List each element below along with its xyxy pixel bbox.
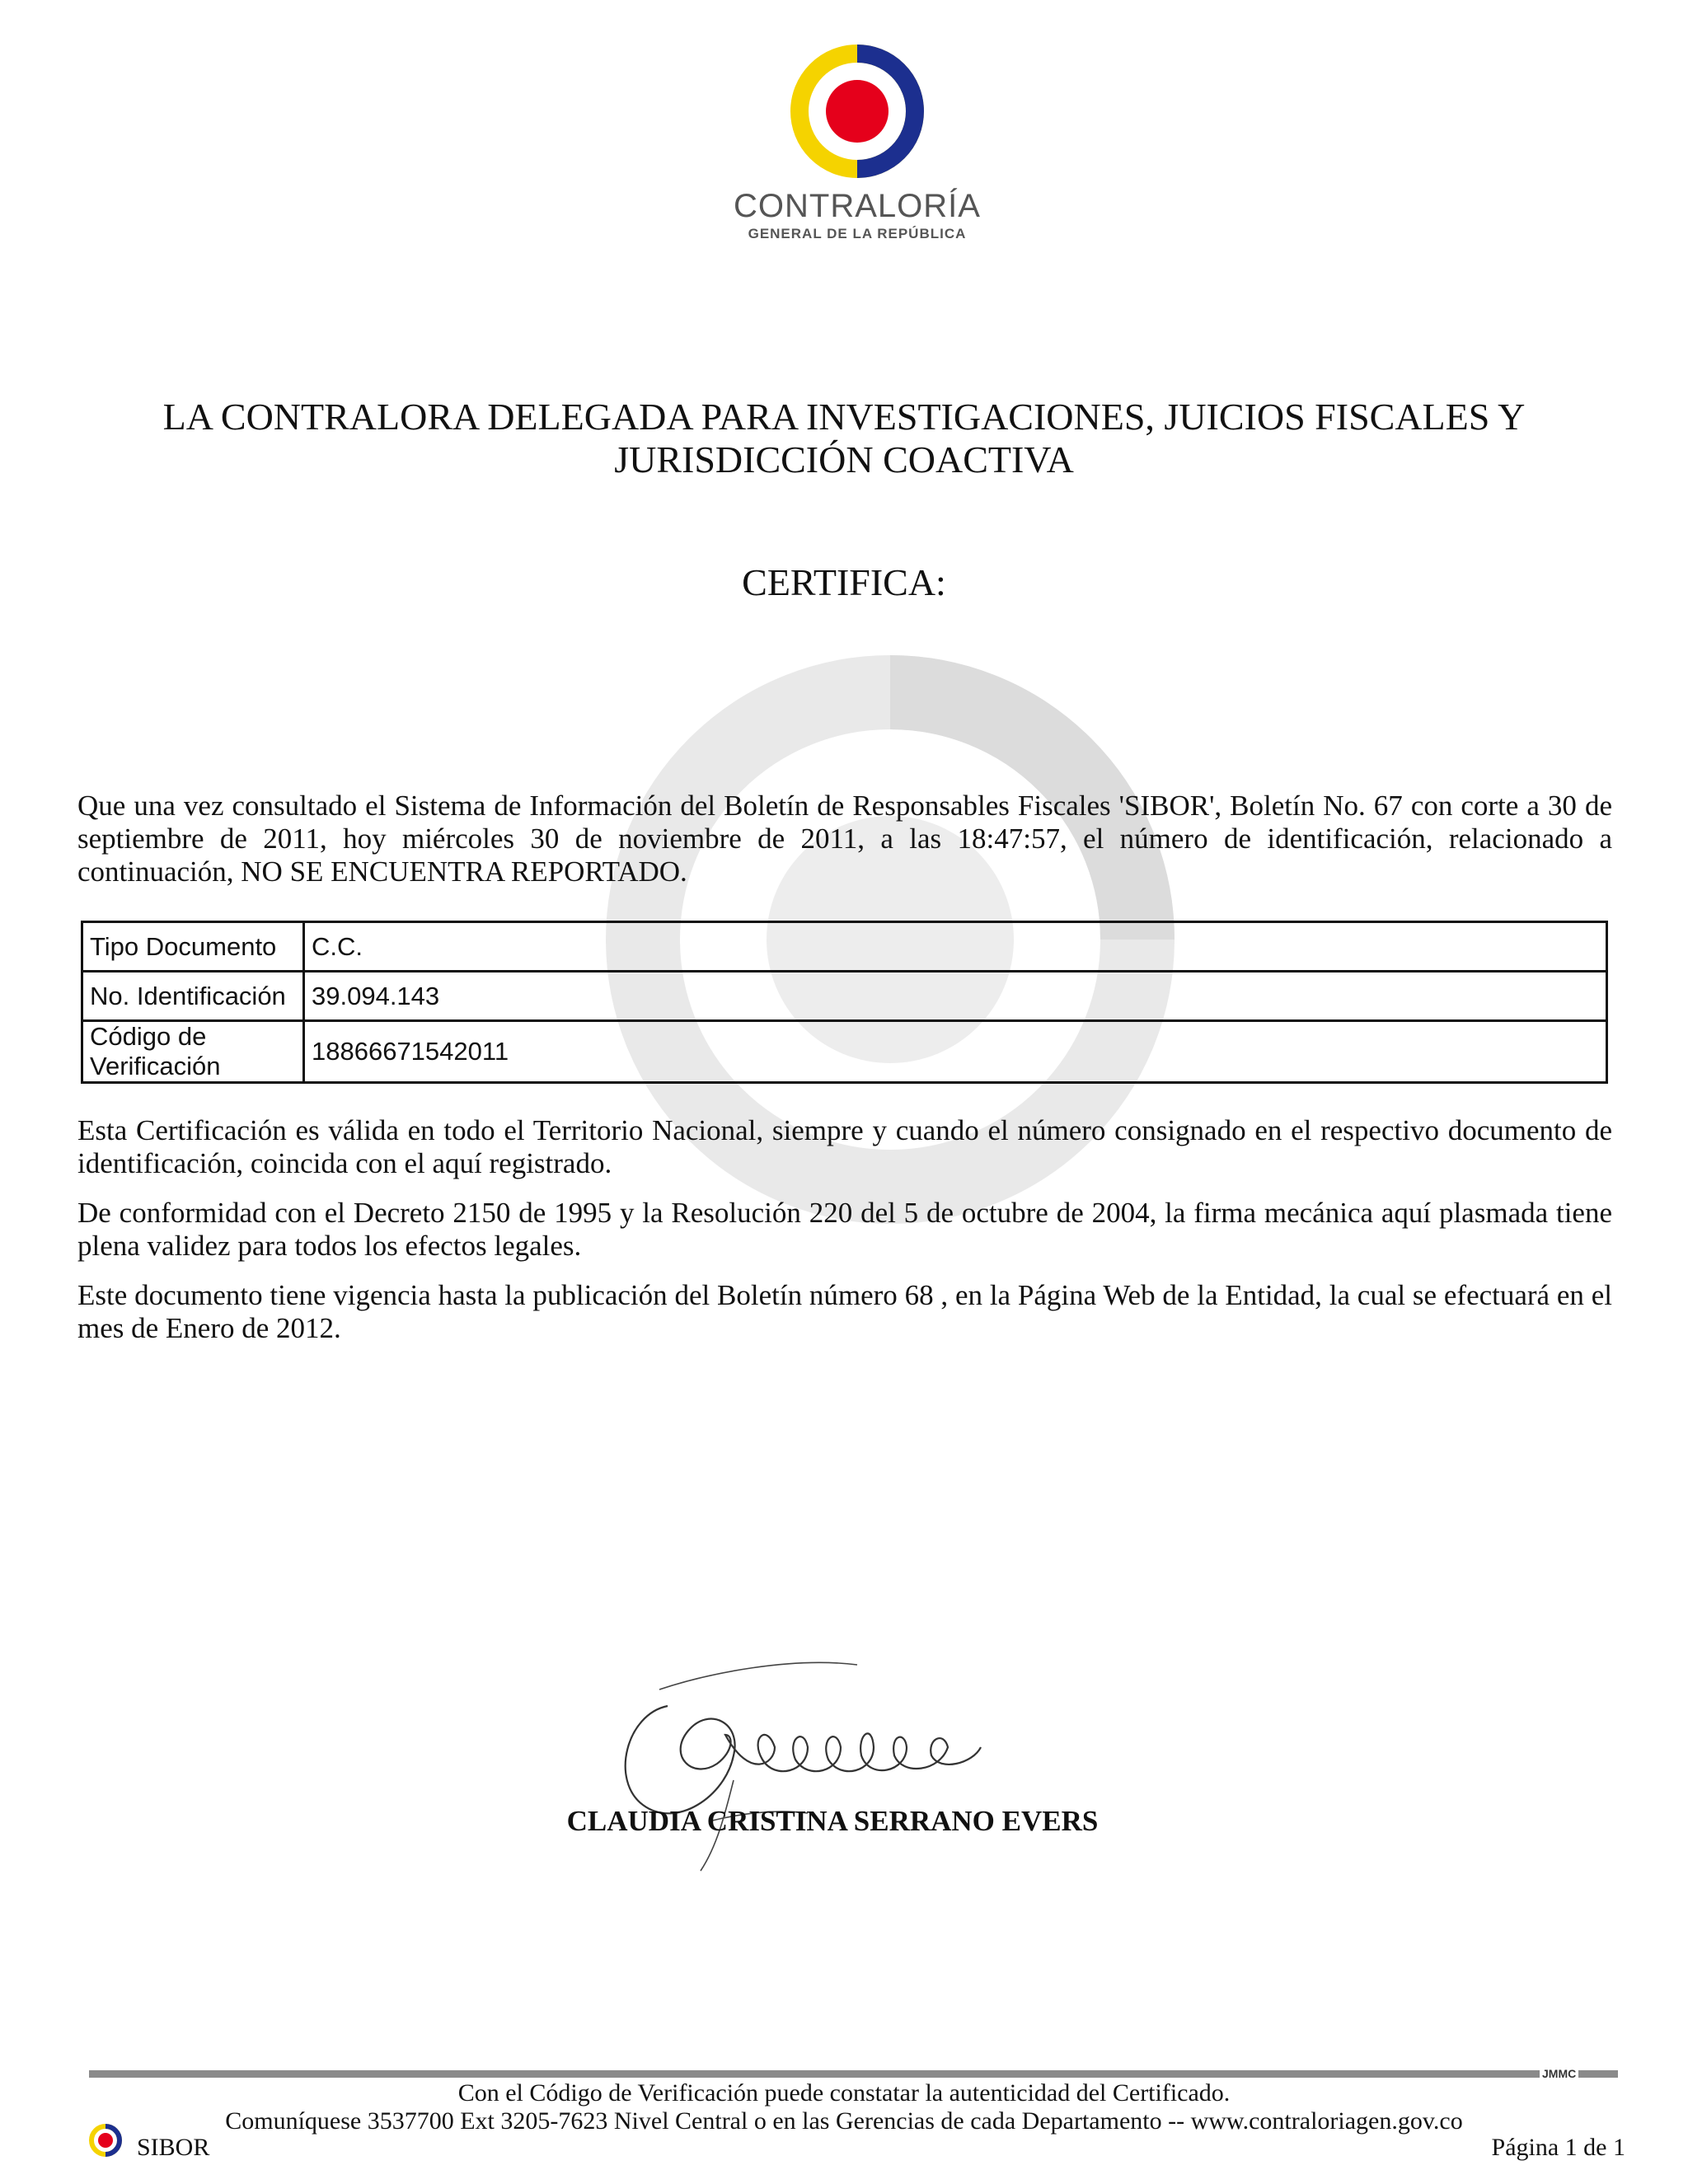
table-label: Código de Verificación xyxy=(82,1021,304,1083)
logo-emblem-icon xyxy=(787,41,927,181)
heading-line-1: LA CONTRALORA DELEGADA PARA INVESTIGACIONES, JUICIOS FISCALES Y xyxy=(162,396,1526,438)
table-label: No. Identificación xyxy=(82,972,304,1021)
table-row xyxy=(82,1021,1607,1083)
footer-verification-note: Con el Código de Verificación puede constatar la autenticidad del Certificado. xyxy=(457,2079,1231,2107)
heading-line-2: JURISDICCIÓN COACTIVA xyxy=(614,438,1074,480)
table-value: C.C. xyxy=(304,922,1607,972)
signer-name: CLAUDIA CRISTINA SERRANO EVERS xyxy=(566,1805,1099,1837)
table-value: 39.094.143 xyxy=(304,972,1607,1021)
table-label: Tipo Documento xyxy=(82,922,304,972)
intro-paragraph: Que una vez consultado el Sistema de Información del Boletín de Responsables Fiscales 'SIBOR', Boletín No. 67 con corte a 30 de septiembre de 2011, hoy miércoles 30 de noviembre de 2011, a las 18:47:57, el número de identificación, relacionado a continuación, NO SE ENCUENTRA REPORTADO. xyxy=(77,790,1612,888)
footer-divider xyxy=(89,2070,1618,2078)
certifica-title: CERTIFICA: xyxy=(742,561,946,603)
decree-paragraph: De conformidad con el Decreto 2150 de 1995 y la Resolución 220 del 5 de octubre de 2004, la firma mecánica aquí plasmada tiene plena validez para todos los efectos legales. xyxy=(77,1197,1612,1262)
validity-paragraph: Esta Certificación es válida en todo el Territorio Nacional, siempre y cuando el número consignado en el respectivo documento de identificación, coincida con el aquí registrado. xyxy=(77,1114,1612,1179)
footer-tag: JMMC xyxy=(1540,2067,1578,2080)
identification-table xyxy=(81,921,1608,1084)
page-number: Página 1 de 1 xyxy=(1491,2134,1625,2161)
table-value: 18866671542011 xyxy=(304,1021,1607,1083)
footer-system-name: SIBOR xyxy=(137,2134,210,2161)
footer-logo-icon xyxy=(87,2122,124,2158)
table-row xyxy=(82,972,1607,1021)
footer-contact-line: Comuníquese 3537700 Ext 3205-7623 Nivel Central o en las Gerencias de cada Departamento -- www.contraloriagen.gov.co xyxy=(225,2107,1463,2135)
contraloria-logo xyxy=(725,41,989,247)
logo-name: CONTRALORÍA xyxy=(734,188,981,224)
handwritten-signature xyxy=(610,1657,1039,1879)
logo-subtitle: GENERAL DE LA REPÚBLICA xyxy=(748,226,967,241)
document-heading xyxy=(49,396,1639,481)
term-paragraph: Este documento tiene vigencia hasta la publicación del Boletín número 68 , en la Página Web de la Entidad, la cual se efectuará en el mes de Enero de 2012. xyxy=(77,1279,1612,1344)
table-row xyxy=(82,922,1607,972)
